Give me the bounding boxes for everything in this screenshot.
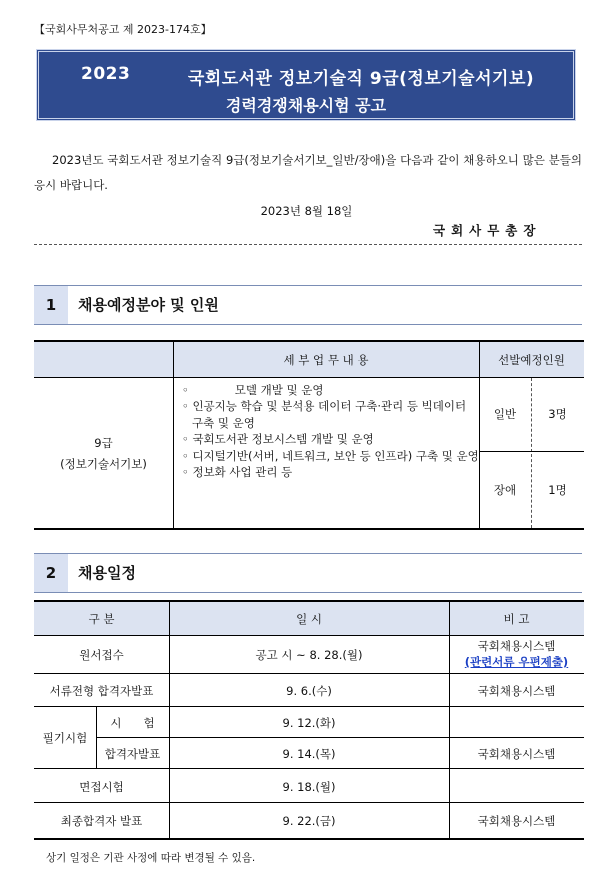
row-apply-note-mail[interactable]: (관련서류 우편제출) — [464, 655, 569, 669]
quota-count-general: 3명 — [548, 407, 567, 421]
row-final-date: 9. 22.(금) — [282, 814, 336, 828]
row-interview-date: 9. 18.(월) — [282, 780, 336, 794]
task-item: ◦ 인공지능 학습 및 분석용 데이터 구축·관리 등 빅데이터 구축 및 운영 — [182, 399, 467, 430]
banner-title-line2: 경력경쟁채용시험 공고 — [225, 96, 387, 115]
row-written-pass-note: 국회채용시스템 — [477, 747, 556, 761]
task-item: ◦ 모델 개발 및 운영 — [182, 383, 324, 397]
title-banner — [36, 49, 576, 121]
schedule-footnote: 상기 일정은 기관 사정에 따라 변경될 수 있음. — [46, 852, 256, 864]
section-2-number: 2 — [34, 554, 68, 592]
row-written-exam-label: 시 험 — [110, 716, 155, 730]
recruitment-table — [34, 340, 584, 530]
row-doc-note: 국회채용시스템 — [477, 684, 556, 698]
section-2-header — [34, 553, 582, 593]
task-list — [178, 382, 480, 480]
divider — [34, 244, 582, 245]
header-detail: 세 부 업 무 내 용 — [283, 353, 369, 367]
row-written-group: 필기시험 — [42, 731, 88, 745]
section-1-header — [34, 285, 582, 325]
task-item: ◦ 정보화 사업 관리 등 — [182, 465, 293, 480]
row-doc-date: 9. 6.(수) — [286, 684, 332, 698]
notice-date: 2023년 8월 18일 — [260, 204, 353, 218]
row-interview-label: 면접시험 — [79, 780, 124, 794]
row-doc-label: 서류전형 합격자발표 — [49, 684, 154, 698]
row-written-pass-label: 합격자발표 — [104, 747, 161, 761]
task-item: ◦ 국회도서관 정보시스템 개발 및 운영 — [182, 432, 374, 447]
header-count: 선발예정인원 — [498, 353, 565, 367]
banner-year: 2023 — [81, 64, 131, 84]
organization-name: 국회사무총장 — [433, 223, 542, 238]
task-item: ◦ 디지털기반(서버, 네트워크, 보안 등 인프라) 구축 및 운영 — [182, 448, 479, 463]
row-apply-date: 공고 시 ~ 8. 28.(월) — [255, 648, 363, 662]
schedule-table — [34, 600, 584, 840]
section-2-title: 채용일정 — [78, 564, 136, 582]
quota-count-disabled: 1명 — [548, 483, 567, 497]
schedule-header-note: 비 고 — [503, 612, 530, 626]
section-1-title: 채용예정분야 및 인원 — [78, 296, 219, 314]
schedule-header-date: 일 시 — [296, 612, 322, 626]
row-final-note: 국회채용시스템 — [477, 814, 556, 828]
section-1-number: 1 — [34, 286, 68, 324]
banner-title-line1: 국회도서관 정보기술직 9급(정보기술서기보) — [187, 69, 535, 89]
intro-paragraph: 2023년도 국회도서관 정보기술직 9급(정보기술서기보_일반/장애)을 다음과 같이 채용하오니 많은 분들의 응시 바랍니다. — [34, 153, 582, 192]
row-final-label: 최종합격자 발표 — [60, 814, 143, 828]
row-written-exam-date: 9. 12.(화) — [282, 716, 336, 730]
row-apply-note: 국회채용시스템 — [477, 639, 556, 653]
grade-label: 9급 — [94, 436, 113, 450]
row-apply-label: 원서접수 — [79, 648, 124, 662]
quota-type-general: 일반 — [493, 407, 517, 421]
row-written-pass-date: 9. 14.(목) — [282, 747, 336, 761]
schedule-header-category: 구 분 — [88, 612, 115, 626]
grade-title: (정보기술서기보) — [60, 457, 147, 471]
notice-number: 【국회사무처공고 제 2023-174호】 — [34, 23, 212, 36]
quota-type-disabled: 장애 — [493, 483, 517, 497]
